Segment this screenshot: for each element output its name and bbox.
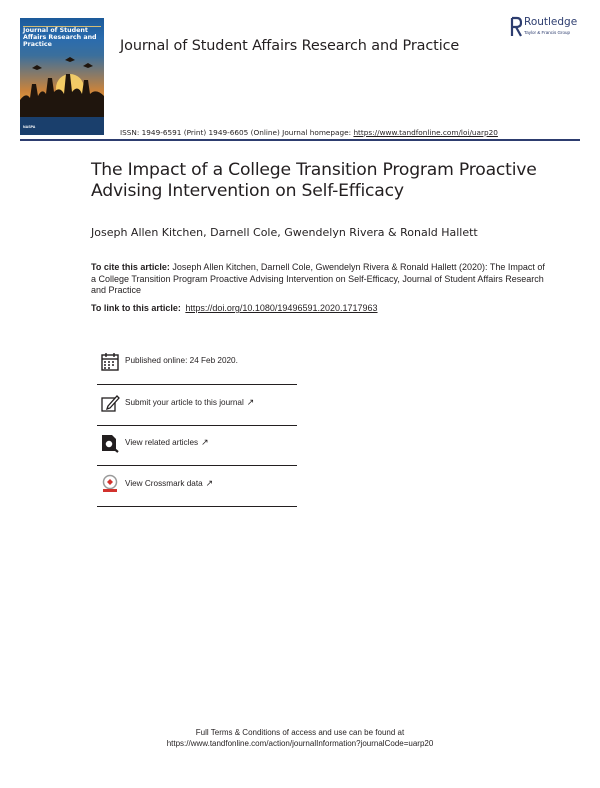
submit-article-row[interactable] xyxy=(97,393,297,433)
divider xyxy=(97,425,297,426)
external-link-icon: ↗ xyxy=(201,437,209,447)
crossmark-link[interactable] xyxy=(125,478,213,489)
submit-article-link[interactable] xyxy=(125,397,254,408)
crossmark-icon xyxy=(100,474,120,494)
terms-text: Full Terms & Conditions of access and use can be found at xyxy=(195,728,405,737)
edit-pencil-icon xyxy=(100,393,120,413)
external-link-icon: ↗ xyxy=(205,478,214,488)
article-authors: Joseph Allen Kitchen, Darnell Cole, Gwendelyn Rivera & Ronald Hallett xyxy=(91,226,478,239)
journal-homepage-link[interactable]: https://www.tandfonline.com/loi/uarp20 xyxy=(353,128,498,137)
cover-title: Journal of Student Affairs Research and Practice xyxy=(23,27,97,48)
terms-footer xyxy=(0,727,600,749)
divider xyxy=(97,465,297,466)
journal-cover-image xyxy=(20,18,104,135)
citation-text: Joseph Allen Kitchen, Darnell Cole, Gwendelyn Rivera & Ronald Hallett (2020): The Impact of a College Transition Program Proactive Advising Intervention on Self-Efficacy, Journal of Student Affairs Research and Practice xyxy=(91,262,545,295)
article-title: The Impact of a College Transition Program Proactive Advising Intervention on Self-Efficacy xyxy=(91,160,537,201)
divider xyxy=(97,506,297,507)
publisher-subtitle: Taylor & Francis Group xyxy=(524,30,571,35)
related-articles-link[interactable] xyxy=(125,437,209,448)
article-link-line xyxy=(91,303,378,313)
doi-link[interactable]: https://doi.org/10.1080/19496591.2020.1717963 xyxy=(185,303,378,313)
submit-article-label: Submit your article to this journal xyxy=(125,398,244,407)
issn-line xyxy=(120,128,498,137)
terms-url[interactable]: https://www.tandfonline.com/action/journalInformation?journalCode=uarp20 xyxy=(166,739,434,748)
published-date-row xyxy=(97,352,297,392)
published-date-text: Published online: 24 Feb 2020. xyxy=(125,356,238,365)
routledge-logo-icon xyxy=(510,16,522,38)
crossmark-label: View Crossmark data xyxy=(125,479,203,488)
external-link-icon: ↗ xyxy=(246,397,255,407)
publisher-logo[interactable] xyxy=(510,16,590,40)
issn-text: ISSN: 1949-6591 (Print) 1949-6605 (Online) Journal homepage: xyxy=(120,128,354,137)
crossmark-row[interactable] xyxy=(97,474,297,514)
journal-title: Journal of Student Affairs Research and Practice xyxy=(120,38,460,54)
calendar-icon xyxy=(100,352,120,372)
related-articles-row[interactable] xyxy=(97,433,297,473)
publisher-name: Routledge xyxy=(524,16,578,28)
header-divider xyxy=(20,139,580,141)
link-label: To link to this article: xyxy=(91,303,181,313)
cover-graduates-silhouette xyxy=(20,48,104,118)
related-articles-label: View related articles xyxy=(125,438,199,447)
cover-band-text: NASPA xyxy=(23,125,36,129)
cite-label: To cite this article: xyxy=(91,262,170,272)
divider xyxy=(97,384,297,385)
related-search-icon xyxy=(100,433,120,453)
citation-block xyxy=(91,262,551,297)
